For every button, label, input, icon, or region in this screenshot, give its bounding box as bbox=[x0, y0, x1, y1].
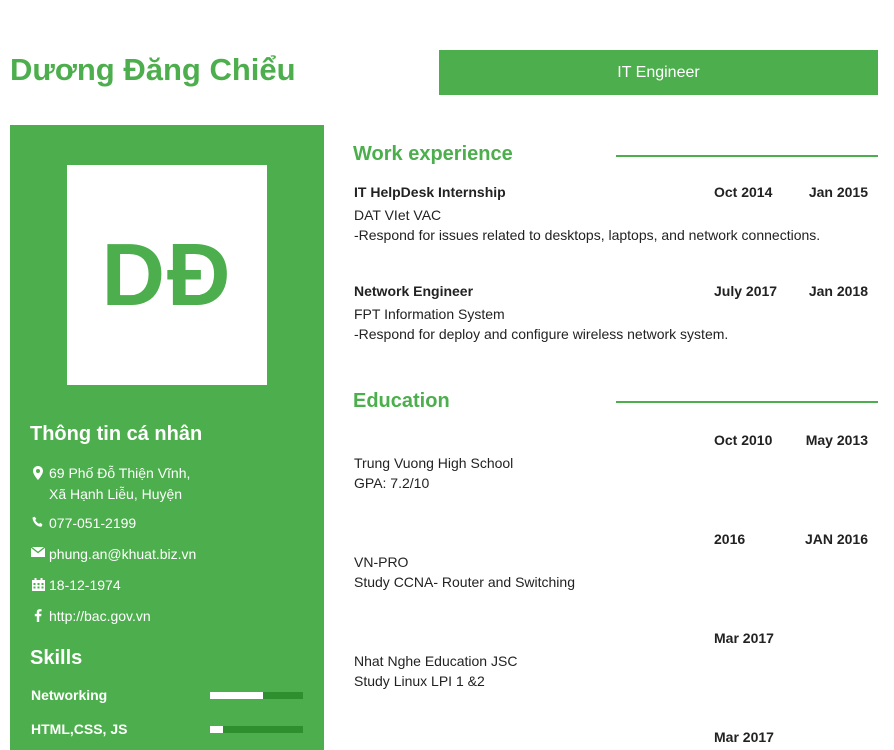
work-end-date: Jan 2018 bbox=[808, 283, 868, 299]
website-link[interactable]: http://bac.gov.vn bbox=[49, 608, 151, 624]
education-start-date: Oct 2010 bbox=[714, 432, 773, 448]
work-experience-heading: Work experience bbox=[353, 143, 513, 165]
education-start-date: Mar 2017 bbox=[714, 729, 774, 745]
calendar-icon bbox=[28, 575, 48, 591]
phone-number: 077-051-2199 bbox=[49, 515, 137, 531]
candidate-name: Dương Đăng Chiểu bbox=[10, 52, 296, 87]
education-school: Nhat Nghe Education JSC bbox=[354, 653, 518, 669]
education-entry bbox=[353, 531, 878, 592]
personal-info-heading: Thông tin cá nhân bbox=[30, 423, 203, 445]
contact-address bbox=[28, 463, 318, 505]
education-end-date: JAN 2016 bbox=[804, 531, 868, 547]
work-company: FPT Information System bbox=[354, 306, 505, 322]
contact-website bbox=[28, 606, 318, 627]
work-company: DAT VIet VAC bbox=[354, 207, 442, 223]
birth-date: 18-12-1974 bbox=[49, 577, 121, 593]
education-entry bbox=[353, 729, 878, 750]
avatar-initials: DĐ bbox=[101, 225, 233, 324]
work-title: IT HelpDesk Internship bbox=[354, 184, 506, 200]
work-description: -Respond for issues related to desktops, laptops, and network connections. bbox=[354, 227, 821, 243]
contact-email bbox=[28, 544, 318, 565]
avatar bbox=[67, 165, 267, 385]
education-end-date: May 2013 bbox=[805, 432, 868, 448]
work-title: Network Engineer bbox=[354, 283, 474, 299]
education-detail: GPA: 7.2/10 bbox=[354, 475, 430, 491]
education-entry bbox=[353, 630, 878, 691]
envelope-icon bbox=[28, 544, 48, 557]
education-start-date: Mar 2017 bbox=[714, 630, 774, 646]
map-marker-icon bbox=[28, 463, 48, 480]
education-detail: Study Linux LPI 1 &2 bbox=[354, 673, 485, 689]
education-start-date: 2016 bbox=[714, 531, 746, 547]
education-school: Trung Vuong High School bbox=[354, 455, 514, 471]
job-title-banner bbox=[439, 50, 878, 95]
skill-level-track bbox=[210, 726, 303, 733]
skill-html-css-js bbox=[31, 719, 316, 739]
work-entry bbox=[353, 184, 878, 245]
skill-label: Networking bbox=[31, 687, 108, 703]
email-address: phung.an@khuat.biz.vn bbox=[49, 546, 197, 562]
work-description: -Respond for deploy and configure wireless network system. bbox=[354, 326, 729, 342]
facebook-icon bbox=[28, 606, 48, 622]
education-school: VN-PRO bbox=[354, 554, 409, 570]
contact-phone bbox=[28, 513, 318, 534]
contact-birthday bbox=[28, 575, 318, 596]
address-line-2: Xã Hạnh Liễu, Huyện bbox=[49, 486, 183, 502]
work-divider bbox=[616, 155, 878, 157]
skill-level-bar bbox=[210, 692, 263, 699]
job-title: IT Engineer bbox=[617, 63, 700, 81]
skill-label: HTML,CSS, JS bbox=[31, 721, 128, 737]
skill-networking bbox=[31, 685, 316, 705]
skill-level-track bbox=[210, 692, 303, 699]
work-start-date: Oct 2014 bbox=[714, 184, 773, 200]
phone-icon bbox=[28, 513, 48, 528]
work-start-date: July 2017 bbox=[714, 283, 778, 299]
skill-level-bar bbox=[210, 726, 223, 733]
skills-heading: Skills bbox=[30, 647, 83, 669]
sidebar bbox=[10, 125, 324, 750]
education-detail: Study CCNA- Router and Switching bbox=[354, 574, 575, 590]
education-divider bbox=[616, 401, 878, 403]
work-end-date: Jan 2015 bbox=[808, 184, 868, 200]
education-entry bbox=[353, 432, 878, 493]
education-heading: Education bbox=[353, 390, 450, 412]
address-line-1: 69 Phố Đỗ Thiện Vĩnh, bbox=[49, 465, 191, 481]
work-entry bbox=[353, 283, 878, 344]
